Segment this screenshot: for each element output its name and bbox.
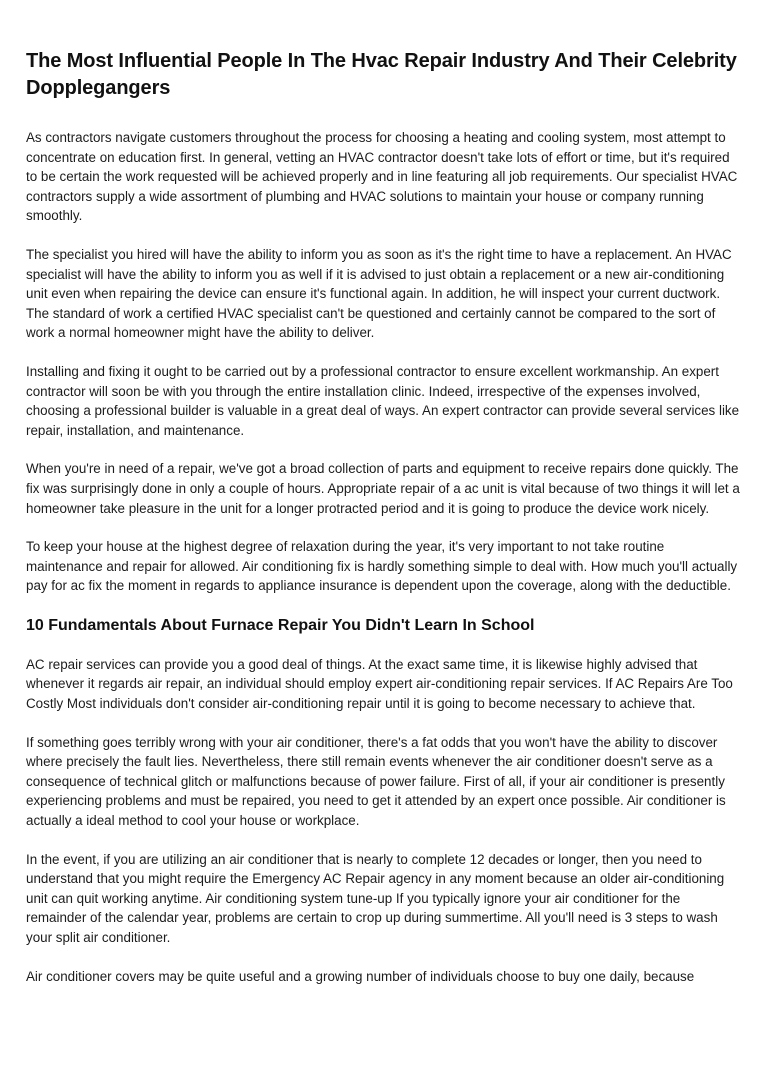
paragraph: In the event, if you are utilizing an air conditioner that is nearly to complete 12 decades or longer, then you need to understand that you might require the Emergency AC Repair agency in any moment because an older air-conditioning unit can quit working anytime. Air conditioning system tune-up If you typically ignore your air conditioner for the remainder of the calendar year, problems are certain to crop up during summertime. All you'll need is 3 steps to wash your split air conditioner.	[26, 851, 725, 945]
paragraph: Installing and fixing it ought to be carried out by a professional contractor to ensure excellent workmanship. An expert contractor will soon be with you through the entire installation clinic. Indeed, irrespective of the expenses involved, choosing a professional builder is valuable in a great deal of ways. An expert contractor can provide several services like repair, installation, and maintenance.	[26, 363, 740, 438]
paragraph: Air conditioner covers may be quite useful and a growing number of individuals choose to buy one daily, because	[26, 968, 695, 984]
paragraph: The specialist you hired will have the ability to inform you as soon as it's the right time to have a replacement. An HVAC specialist will have the ability to inform you as well if it is advised to just obtain a replacement or a new air-conditioning unit even when repairing the device can ensure it's functional again. In addition, he will inspect your current ductwork. The standard of work a certified HVAC specialist can't be questioned and certainly cannot be compared to the sort of work a normal homeowner might have the ability to deliver.	[26, 246, 732, 341]
article-title: The Most Influential People In The Hvac Repair Industry And Their Celebrity Dopplegangers	[26, 50, 737, 99]
paragraph: As contractors navigate customers throughout the process for choosing a heating and cooling system, most attempt to concentrate on education first. In general, vetting an HVAC contractor doesn't take lots of effort or time, but it's required to be certain the work requested will be achieved properly and in line featuring all job requirements. Our specialist HVAC contractors supply a wide assortment of plumbing and HVAC solutions to maintain your house or company running smoothly.	[26, 130, 738, 224]
paragraph: If something goes terribly wrong with your air conditioner, there's a fat odds that you won't have the ability to discover where precisely the fault lies. Nevertheless, there still remain events whenever the air conditioner doesn't serve as a consequence of technical glitch or malfunctions because of power failure. First of all, if your air conditioner is presently experiencing problems and must be repaired, you need to get it attended by an expert once possible. Air conditioner is actually a ideal method to cool your house or workplace.	[26, 734, 726, 829]
paragraph: To keep your house at the highest degree of relaxation during the year, it's very important to not take routine maintenance and repair for allowed. Air conditioning fix is hardly something simple to deal with. How much you'll actually pay for ac fix the moment in regards to appliance insurance is dependent upon the coverage, along with the deductible.	[26, 539, 738, 594]
section-heading: 10 Fundamentals About Furnace Repair You Didn't Learn In School	[26, 616, 535, 634]
paragraph: When you're in need of a repair, we've got a broad collection of parts and equipment to receive repairs done quickly. The fix was surprisingly done in only a couple of hours. Appropriate repair of a ac unit is vital because of two things it will let a homeowner take pleasure in the unit for a longer protracted period and it is going to produce the device work nicely.	[26, 461, 740, 516]
paragraph: AC repair services can provide you a good deal of things. At the exact same time, it is likewise highly advised that whenever it regards air repair, an individual should employ expert air-conditioning repair services. If AC Repairs Are Too Costly Most individuals don't consider air-conditioning repair until it is going to become necessary to achieve that.	[26, 656, 733, 712]
